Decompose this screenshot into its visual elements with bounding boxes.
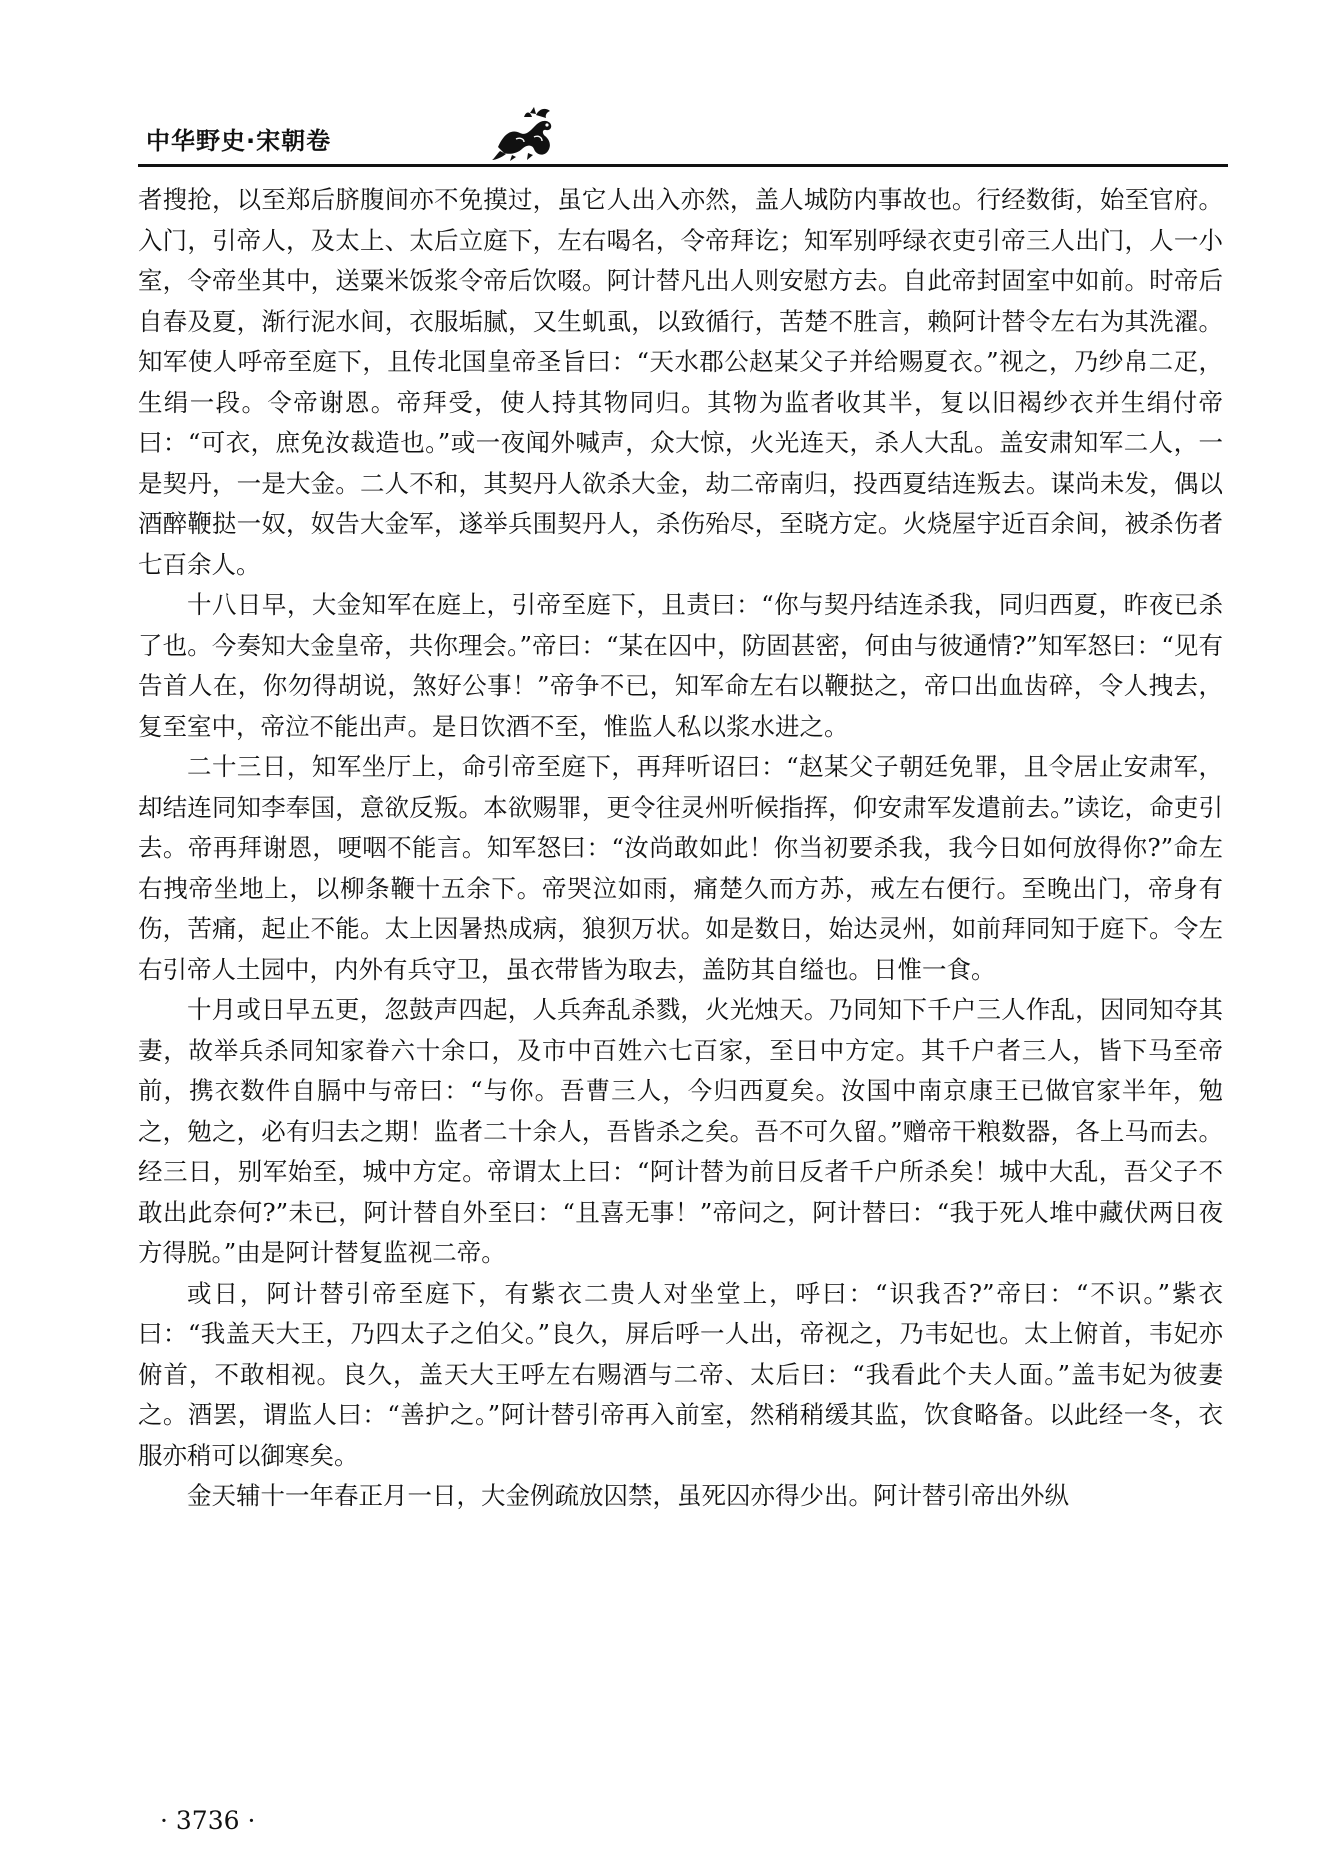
dragon-emblem-icon: [490, 103, 560, 161]
paragraph: 者搜抢，以至郑后脐腹间亦不免摸过，虽它人出入亦然，盖人城防内事故也。行经数街，始至官府。入门，引帝人，及太上、太后立庭下，左右喝名，令帝拜讫；知军别呼绿衣吏引帝三人出门，人一小室，令帝坐其中，送粟米饭浆令帝后饮啜。阿计替凡出人则安慰方去。自此帝封固室中如前。时帝后自春及夏，渐行泥水间，衣服垢腻，又生虮虱，以致循行，苦楚不胜言，赖阿计替令左右为其洗濯。知军使人呼帝至庭下，且传北国皇帝圣旨曰：“天水郡公赵某父子并给赐夏衣。”视之，乃纱帛二疋，生绢一段。令帝谢恩。帝拜受，使人持其物同归。其物为监者收其半，复以旧褐纱衣并生绢付帝曰：“可衣，庶免汝裁造也。”或一夜闻外喊声，众大惊，火光连天，杀人大乱。盖安肃知军二人，一是契丹，一是大金。二人不和，其契丹人欲杀大金，劫二帝南归，投西夏结连叛去。谋尚未发，偶以酒醉鞭挞一奴，奴告大金军，遂举兵围契丹人，杀伤殆尽，至晓方定。火烧屋宇近百余间，被杀伤者七百余人。: [138, 185, 1223, 579]
paragraph: 二十三日，知军坐厅上，命引帝至庭下，再拜听诏曰：“赵某父子朝廷免罪，且令居止安肃军，却结连同知李奉国，意欲反叛。本欲赐罪，更令往灵州听候指挥，仰安肃军发遣前去。”读讫，命吏引去。帝再拜谢恩，哽咽不能言。知军怒曰：“汝尚敢如此！你当初要杀我，我今日如何放得你?”命左右拽帝坐地上，以柳条鞭十五余下。帝哭泣如雨，痛楚久而方苏，戒左右便行。至晚出门，帝身有伤，苦痛，起止不能。太上因暑热成病，狼狈万状。如是数日，始达灵州，如前拜同知于庭下。令左右引帝人土园中，内外有兵守卫，虽衣带皆为取去，盖防其自缢也。日惟一食。: [138, 752, 1223, 984]
paragraph: 十月或日早五更，忽鼓声四起，人兵奔乱杀戮，火光烛天。乃同知下千户三人作乱，因同知夺其妻，故举兵杀同知家眷六十余口，及市中百姓六七百家，至日中方定。其千户者三人，皆下马至帝前，携衣数件自膈中与帝曰：“与你。吾曹三人，今归西夏矣。汝国中南京康王已做官家半年，勉之，勉之，必有归去之期！监者二十余人，吾皆杀之矣。吾不可久留。”赠帝干粮数器，各上马而去。经三日，别军始至，城中方定。帝谓太上曰：“阿计替为前日反者千户所杀矣！城中大乱，吾父子不敢出此奈何?”未已，阿计替自外至曰：“且喜无事！”帝问之，阿计替曰：“我于死人堆中藏伏两日夜方得脱。”由是阿计替复监视二帝。: [138, 995, 1223, 1267]
page-number: · 3736 ·: [160, 1806, 256, 1835]
paragraph: 或日，阿计替引帝至庭下，有紫衣二贵人对坐堂上，呼曰：“识我否?”帝曰：“不识。”紫衣曰：“我盖天大王，乃四太子之伯父。”良久，屏后呼一人出，帝视之，乃韦妃也。太上俯首，韦妃亦俯首，不敢相视。良久，盖天大王呼左右赐酒与二帝、太后曰：“我看此个夫人面。”盖韦妃为彼妻之。酒罢，谓监人曰：“善护之。”阿计替引帝再入前室，然稍稍缓其监，饮食略备。以此经一冬，衣服亦稍可以御寒矣。: [138, 1278, 1223, 1470]
header-rule: [138, 164, 1228, 167]
book-title: 中华野史·宋朝卷: [146, 127, 332, 155]
running-header: [138, 103, 1218, 163]
body-text: [138, 180, 1223, 1517]
paragraph: 十八日早，大金知军在庭上，引帝至庭下，且责曰：“你与契丹结连杀我，同归西夏，昨夜已杀了也。今奏知大金皇帝，共你理会。”帝曰：“某在囚中，防固甚密，何由与彼通情?”知军怒曰：“见有告首人在，你勿得胡说，煞好公事！”帝争不已，知军命左右以鞭挞之，帝口出血齿碎，令人拽去，复至室中，帝泣不能出声。是日饮酒不至，惟监人私以浆水进之。: [138, 590, 1223, 741]
paragraph: 金天辅十一年春正月一日，大金例疏放囚禁，虽死囚亦得少出。阿计替引帝出外纵: [187, 1481, 1069, 1510]
